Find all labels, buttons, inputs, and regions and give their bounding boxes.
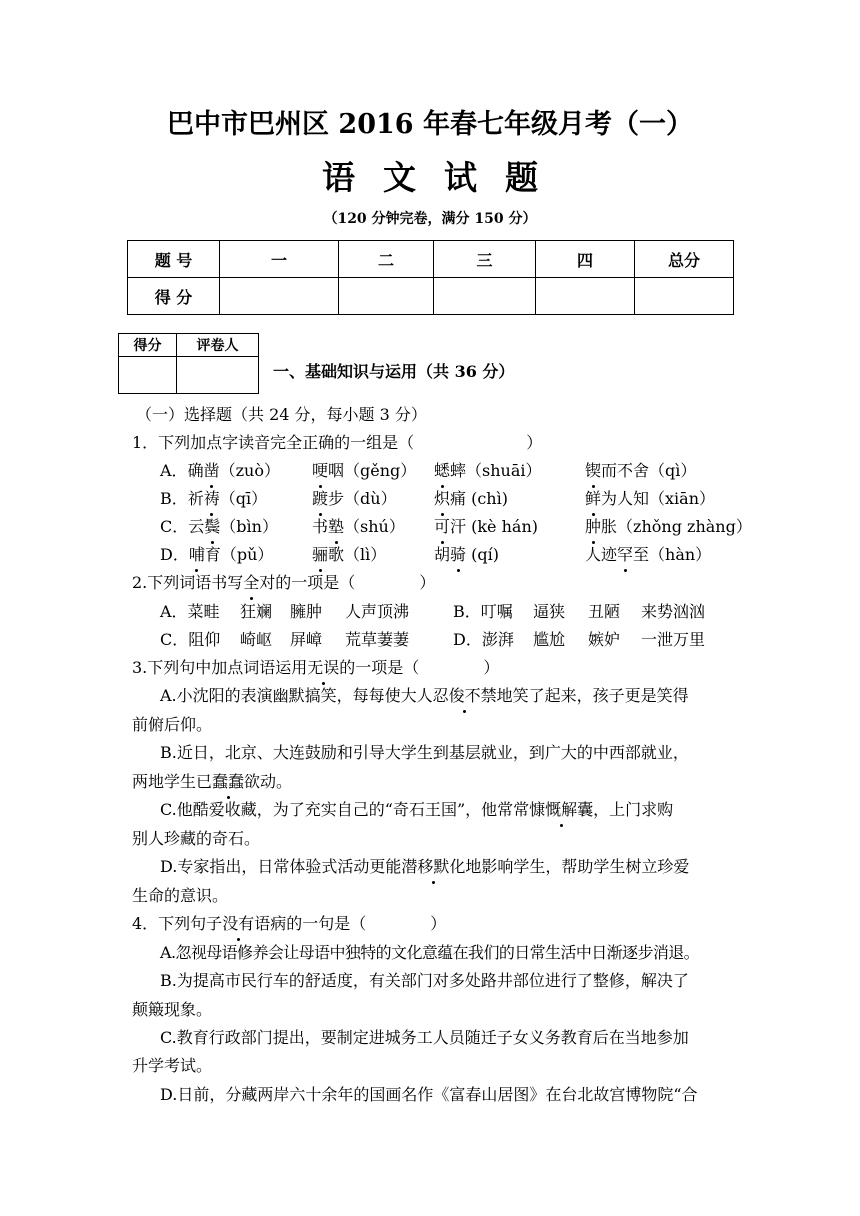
- q3-stem-emphasis: 无误: [307, 654, 339, 682]
- q1-b-w1p: （qī）: [219, 489, 268, 508]
- q1-c-w1d: 鬓: [204, 513, 220, 541]
- q1-a-w3b: 蟀（shuāi）: [450, 461, 542, 480]
- q1-a-w4d: 锲: [585, 457, 601, 485]
- q2-opt-c-2: 崎岖: [240, 630, 273, 649]
- q1-c-item2: [312, 513, 405, 541]
- q2-opt-b-3: 丑陋: [588, 602, 621, 621]
- q1-d-w3d: 骑: [450, 541, 466, 569]
- q1-option-c: [160, 513, 278, 541]
- q4-option-b-line2: 颠簸现象。: [132, 1000, 213, 1019]
- q4-stem-text-2: 语病的一句是（: [254, 914, 367, 933]
- q1-b-w2d: 踱: [312, 485, 328, 513]
- score-table-header-row: [128, 241, 734, 278]
- exam-title: 巴中市巴州区 2016 年春七年级月考（一）: [167, 109, 693, 140]
- q2-opt-a-3: 臃肿: [290, 602, 323, 621]
- q1-a-w2d: 哽: [312, 457, 328, 485]
- q2-opt-d-1: D．澎湃: [453, 630, 514, 649]
- q1-a-item3: [434, 457, 542, 485]
- q3-option-b-line1: B.近日，北京、大连鼓励和引导大学生到基层就业，到广大的中西部就业，: [160, 743, 689, 762]
- q1-d-w1d: 哺: [189, 541, 205, 569]
- q1-c-w4d: 肿: [585, 513, 601, 541]
- q1-c-letter: C．: [160, 517, 189, 536]
- score-cell-total[interactable]: [635, 278, 734, 315]
- score-header-2: 二: [339, 241, 434, 278]
- score-cell-3[interactable]: [434, 278, 536, 315]
- q1-b-w1d: 祷: [204, 485, 220, 513]
- q1-d-w2d: 骊: [312, 541, 328, 569]
- q4-option-c-line1: C.教育行政部门提出，要制定进城务工人员随迁子女义务教育后在当地参加: [160, 1028, 689, 1047]
- q3-a-text: A.小沈阳的表演幽默搞笑，每每使大人: [160, 686, 433, 705]
- q1-d-w4a: 人迹: [585, 545, 618, 564]
- q4-stem: [132, 910, 446, 938]
- grader-score-label: 得分: [119, 334, 177, 357]
- q1-c-w3b: 汗 (kè hán): [450, 517, 538, 536]
- q1-d-item2: [312, 541, 386, 569]
- score-table-score-row: [128, 278, 734, 315]
- q1-b-w3d: 炽: [434, 485, 450, 513]
- grader-name-cell[interactable]: [177, 357, 259, 394]
- q1-a-w1a: 确: [187, 461, 204, 480]
- choice-intro: （一）选择题（共 24 分，每小题 3 分）: [136, 405, 427, 424]
- q1-b-letter: B．: [160, 489, 188, 508]
- q3-stem: [132, 654, 499, 682]
- q2-stem-text: 2.下列词语书写: [132, 573, 244, 592]
- q3-d-text: D.专家指出，日常体验式活动更能: [160, 857, 402, 876]
- q1-b-w3b: 痛 (chì): [450, 489, 508, 508]
- q1-option-d: [160, 541, 273, 569]
- q4-option-d-line1: D.日前，分藏两岸六十余年的国画名作《富春山居图》在台北故宫博物院“合: [160, 1085, 698, 1104]
- score-cell-4[interactable]: [536, 278, 635, 315]
- score-cell-1[interactable]: [220, 278, 339, 315]
- q1-stem-close: ）: [526, 433, 543, 452]
- score-header-total: 总分: [635, 241, 734, 278]
- q1-d-w2b: 歌（lì）: [328, 545, 387, 564]
- q1-option-b: [160, 485, 267, 513]
- q1-c-w2a: 书: [312, 517, 329, 536]
- q3-option-b-line2: [132, 768, 292, 796]
- q1-d-w4d: 罕: [617, 541, 633, 569]
- q1-b-w2b: 步（dù）: [328, 489, 397, 508]
- grader-name-label: 评卷人: [177, 334, 259, 357]
- q2-opt-c-4: 荒草萋萋: [345, 630, 410, 649]
- q1-c-w1a: 云: [188, 517, 205, 536]
- q3-b-text: 两地学生已: [132, 772, 213, 791]
- q1-b-w4b: 为人知（xiān）: [601, 489, 716, 508]
- q3-option-a-line2: 前俯后仰。: [132, 715, 213, 734]
- q3-c-text-2: ，上门求购: [593, 800, 674, 819]
- q1-d-w4b: 至（hàn）: [633, 545, 712, 564]
- q2-opt-d-2: 尴尬: [533, 630, 566, 649]
- q1-a-letter: A．: [160, 461, 188, 480]
- q1-a-item2: [312, 457, 416, 485]
- q4-option-b-line1: B.为提高市民行车的舒适度，有关部门对多处路井部位进行了整修，解决了: [160, 971, 689, 990]
- q3-a-text-2: 地笑了起来，孩子更是笑得: [496, 686, 689, 705]
- score-row-label: 得 分: [128, 278, 220, 315]
- grader-score-cell[interactable]: [119, 357, 177, 394]
- q4-stem-text: 4．下列句子: [132, 914, 223, 933]
- q1-c-w3d: 可: [434, 513, 450, 541]
- q1-a-w4b: 而不舍（qì）: [601, 461, 697, 480]
- q1-a-w2b: 咽（gěng）: [328, 461, 417, 480]
- q3-d-text-2: 地影响学生，帮助学生树立珍爱: [465, 857, 690, 876]
- q1-c-item4: [585, 513, 752, 541]
- section-1-title: 一、基础知识与运用（共 36 分）: [273, 362, 515, 381]
- q1-c-w1p: （bìn）: [220, 517, 278, 536]
- q2-stem-text-2: 对的一项是（: [259, 573, 356, 592]
- q2-opt-a-2: 狂斓: [240, 602, 273, 621]
- q1-a-w3d: 蟋: [434, 457, 450, 485]
- q3-option-c-line2: 别人珍藏的奇石。: [132, 829, 261, 848]
- q1-a-item4: [585, 457, 696, 485]
- q3-option-a-line1: [160, 682, 689, 710]
- q2-opt-b-1: B．叮嘱: [453, 602, 513, 621]
- q3-c-text: C.他酷爱收藏，为了充实自己的“奇石王国”，他常常: [160, 800, 530, 819]
- q3-b-emphasis: 蠢蠢: [212, 768, 244, 796]
- q1-d-letter: D．: [160, 545, 189, 564]
- q1-a-w1d: 凿: [204, 457, 220, 485]
- q2-stem-close: ）: [419, 573, 436, 592]
- q2-opt-d-3: 嫉妒: [588, 630, 621, 649]
- q1-b-w4d: 鲜: [585, 485, 601, 513]
- q3-a-emphasis: 忍俊不禁: [433, 682, 497, 710]
- q1-b-item3: [434, 485, 508, 513]
- q1-d-w3a: 胡: [434, 545, 451, 564]
- score-header-3: 三: [434, 241, 536, 278]
- score-table: [127, 240, 734, 315]
- q1-c-w4b: 胀（zhǒng zhàng）: [601, 517, 752, 536]
- q1-c-w2b: （shú）: [344, 517, 405, 536]
- q2-opt-a-4: 人声顶沸: [345, 602, 410, 621]
- q1-b-item2: [312, 485, 397, 513]
- q4-option-a-line1: A.忽视母语修养会让母语中独特的文化意蕴在我们的日常生活中日渐逐步消退。: [160, 943, 700, 962]
- q1-d-w1p: 育（pǔ）: [204, 545, 274, 564]
- q2-stem: [132, 569, 435, 597]
- score-header-1: 一: [220, 241, 339, 278]
- q2-opt-c-1: C．阻仰: [160, 630, 221, 649]
- q1-c-w2d: 塾: [328, 513, 344, 541]
- q1-d-item4: [585, 541, 711, 569]
- q1-option-a: [160, 457, 280, 485]
- q1-a-w1p: （zuò）: [219, 461, 280, 480]
- q2-stem-emphasis: 全: [243, 569, 259, 597]
- q1-d-item3: [434, 541, 499, 569]
- q1-c-item3: [434, 513, 538, 541]
- score-header-4: 四: [536, 241, 635, 278]
- q1-b-item4: [585, 485, 715, 513]
- q4-stem-close: ）: [430, 914, 447, 933]
- q1-stem-text: 1．下列加点字读音完全正确的一组是（: [132, 433, 415, 452]
- q4-stem-emphasis: 没有: [222, 910, 254, 938]
- exam-subtitle: （120 分钟完卷，满分 150 分）: [323, 211, 537, 227]
- q1-stem: [132, 429, 542, 457]
- q2-opt-a-1: A．菜畦: [160, 602, 220, 621]
- q1-b-w1a: 祈: [187, 489, 204, 508]
- q3-stem-text-2: 的一项是（: [339, 658, 420, 677]
- grader-box: [118, 333, 259, 394]
- q3-stem-text: 3.下列句中加点词语运用: [132, 658, 308, 677]
- exam-subject-title: 语文试题: [322, 158, 566, 197]
- q2-opt-b-4: 来势汹汹: [641, 602, 706, 621]
- q2-opt-c-3: 屏嶂: [290, 630, 323, 649]
- q3-c-emphasis: 慷慨解囊: [529, 796, 593, 824]
- score-header-label: 题 号: [128, 241, 220, 278]
- q3-b-text-2: 欲动。: [244, 772, 293, 791]
- q3-option-d-line1: [160, 853, 689, 881]
- q3-option-c-line1: [160, 796, 673, 824]
- score-cell-2[interactable]: [339, 278, 434, 315]
- q2-opt-b-2: 逼狭: [533, 602, 566, 621]
- q3-stem-close: ）: [483, 658, 500, 677]
- q3-d-emphasis: 潜移默化: [401, 853, 465, 881]
- q2-opt-d-4: 一泄万里: [641, 630, 706, 649]
- q4-option-c-line2: 升学考试。: [132, 1056, 213, 1075]
- q1-d-w3b: (qí): [466, 545, 499, 564]
- q3-option-d-line2: 生命的意识。: [132, 886, 229, 905]
